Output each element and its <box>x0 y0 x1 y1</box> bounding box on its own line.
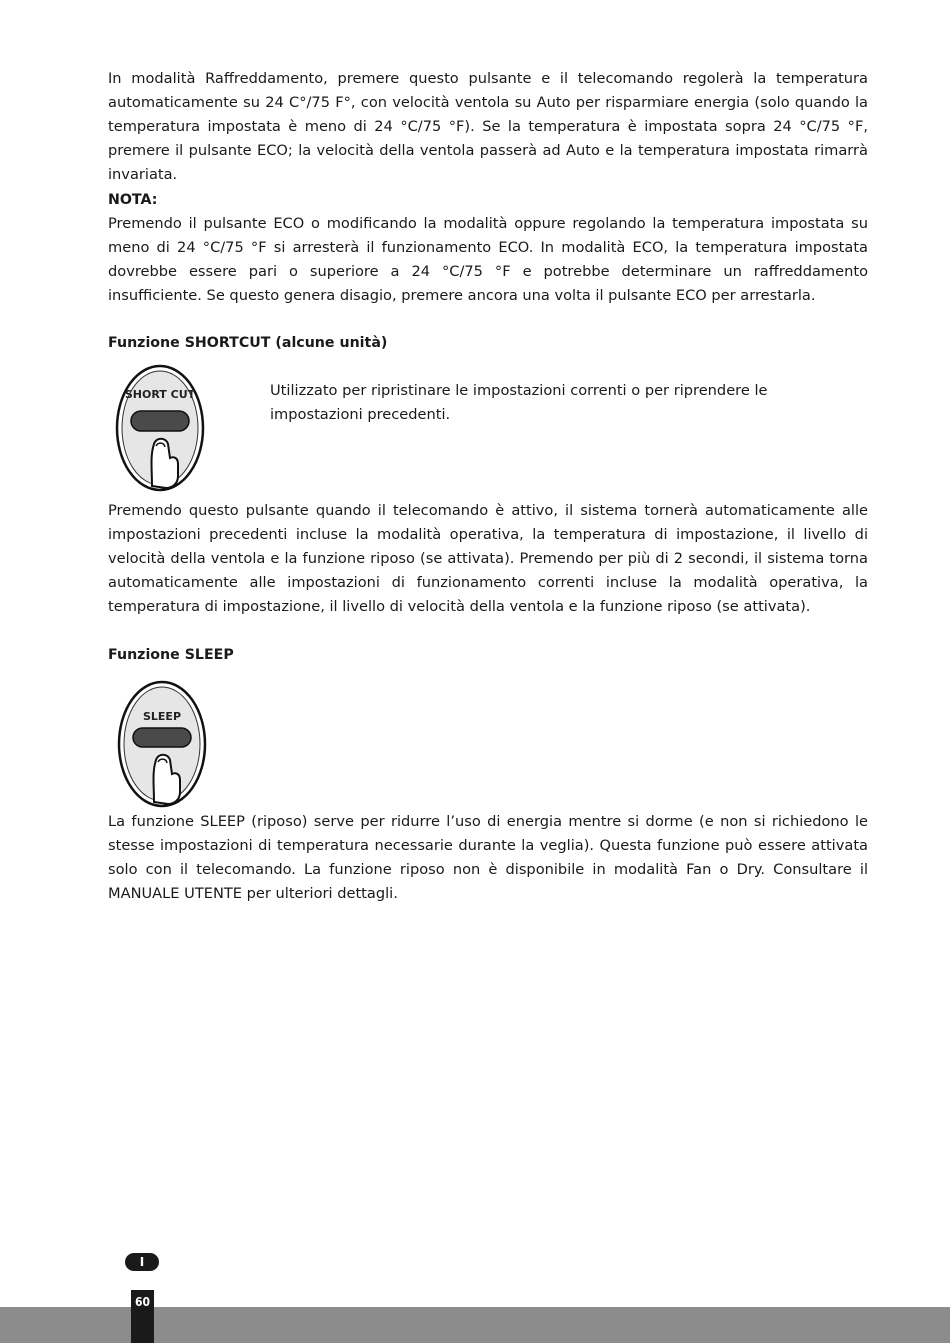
shortcut-button-figure <box>112 364 208 494</box>
sleep-button-label: SLEEP <box>142 710 182 723</box>
shortcut-paragraph: Premendo questo pulsante quando il telecomando è attivo, il sistema tornerà automaticamente alle impostazioni precedenti incluse la modalità operativa, la temperatura di impostazione, il livello di velocità della ventola e la funzione riposo (se attivata). Premendo per più di 2 secondi, il sistema torna automaticamente alle impostazioni di funzionamento correnti incluse la modalità operativa, la temperatura di impostazione, il livello di velocità della ventola e la funzione riposo (se attivata). <box>108 502 868 615</box>
eco-intro-paragraph: In modalità Raffreddamento, premere questo pulsante e il telecomando regolerà la temperatura automaticamente su 24 C°/75 F°, con velocità ventola su Auto per risparmiare energia (solo quando la temperatura impostata è meno di 24 °C/75 °F). Se la temperatura è impostata sopra 24 °C/75 °F, premere il pulsante ECO; la velocità della ventola passerà ad Auto e la temperatura impostata rimarrà invariata. <box>108 70 868 183</box>
language-badge: I <box>125 1253 159 1271</box>
finger-press-button-icon <box>114 680 210 810</box>
shortcut-button-label: SHORT CUT <box>124 388 196 401</box>
nota-paragraph: Premendo il pulsante ECO o modificando la modalità oppure regolando la temperatura impostata su meno di 24 °C/75 °F si arresterà il funzionamento ECO. In modalità ECO, la temperatura impostata dovrebbe essere pari o superiore a 24 °C/75 °F e potrebbe determinare un raffreddamento insufficiente. Se questo genera disagio, premere ancora una volta il pulsante ECO per arrestarla. <box>108 215 868 304</box>
sleep-heading: Funzione SLEEP <box>108 647 234 663</box>
page-number: 60 <box>134 1295 151 1309</box>
nota-heading: NOTA: <box>108 192 158 208</box>
sleep-button-figure <box>114 680 210 810</box>
sleep-paragraph: La funzione SLEEP (riposo) serve per ridurre l’uso di energia mentre si dorme (e non si richiedono le stesse impostazioni di temperatura necessarie durante la veglia). Questa funzione può essere attivata solo con il telecomando. La funzione riposo non è disponibile in modalità Fan o Dry. Consultare il MANUALE UTENTE per ulteriori dettagli. <box>108 813 868 902</box>
finger-press-button-icon <box>112 364 208 494</box>
shortcut-heading: Funzione SHORTCUT (alcune unità) <box>108 335 388 351</box>
shortcut-side-text: Utilizzato per ripristinare le impostazioni correnti o per riprendere le impostazioni precedenti. <box>270 382 768 423</box>
